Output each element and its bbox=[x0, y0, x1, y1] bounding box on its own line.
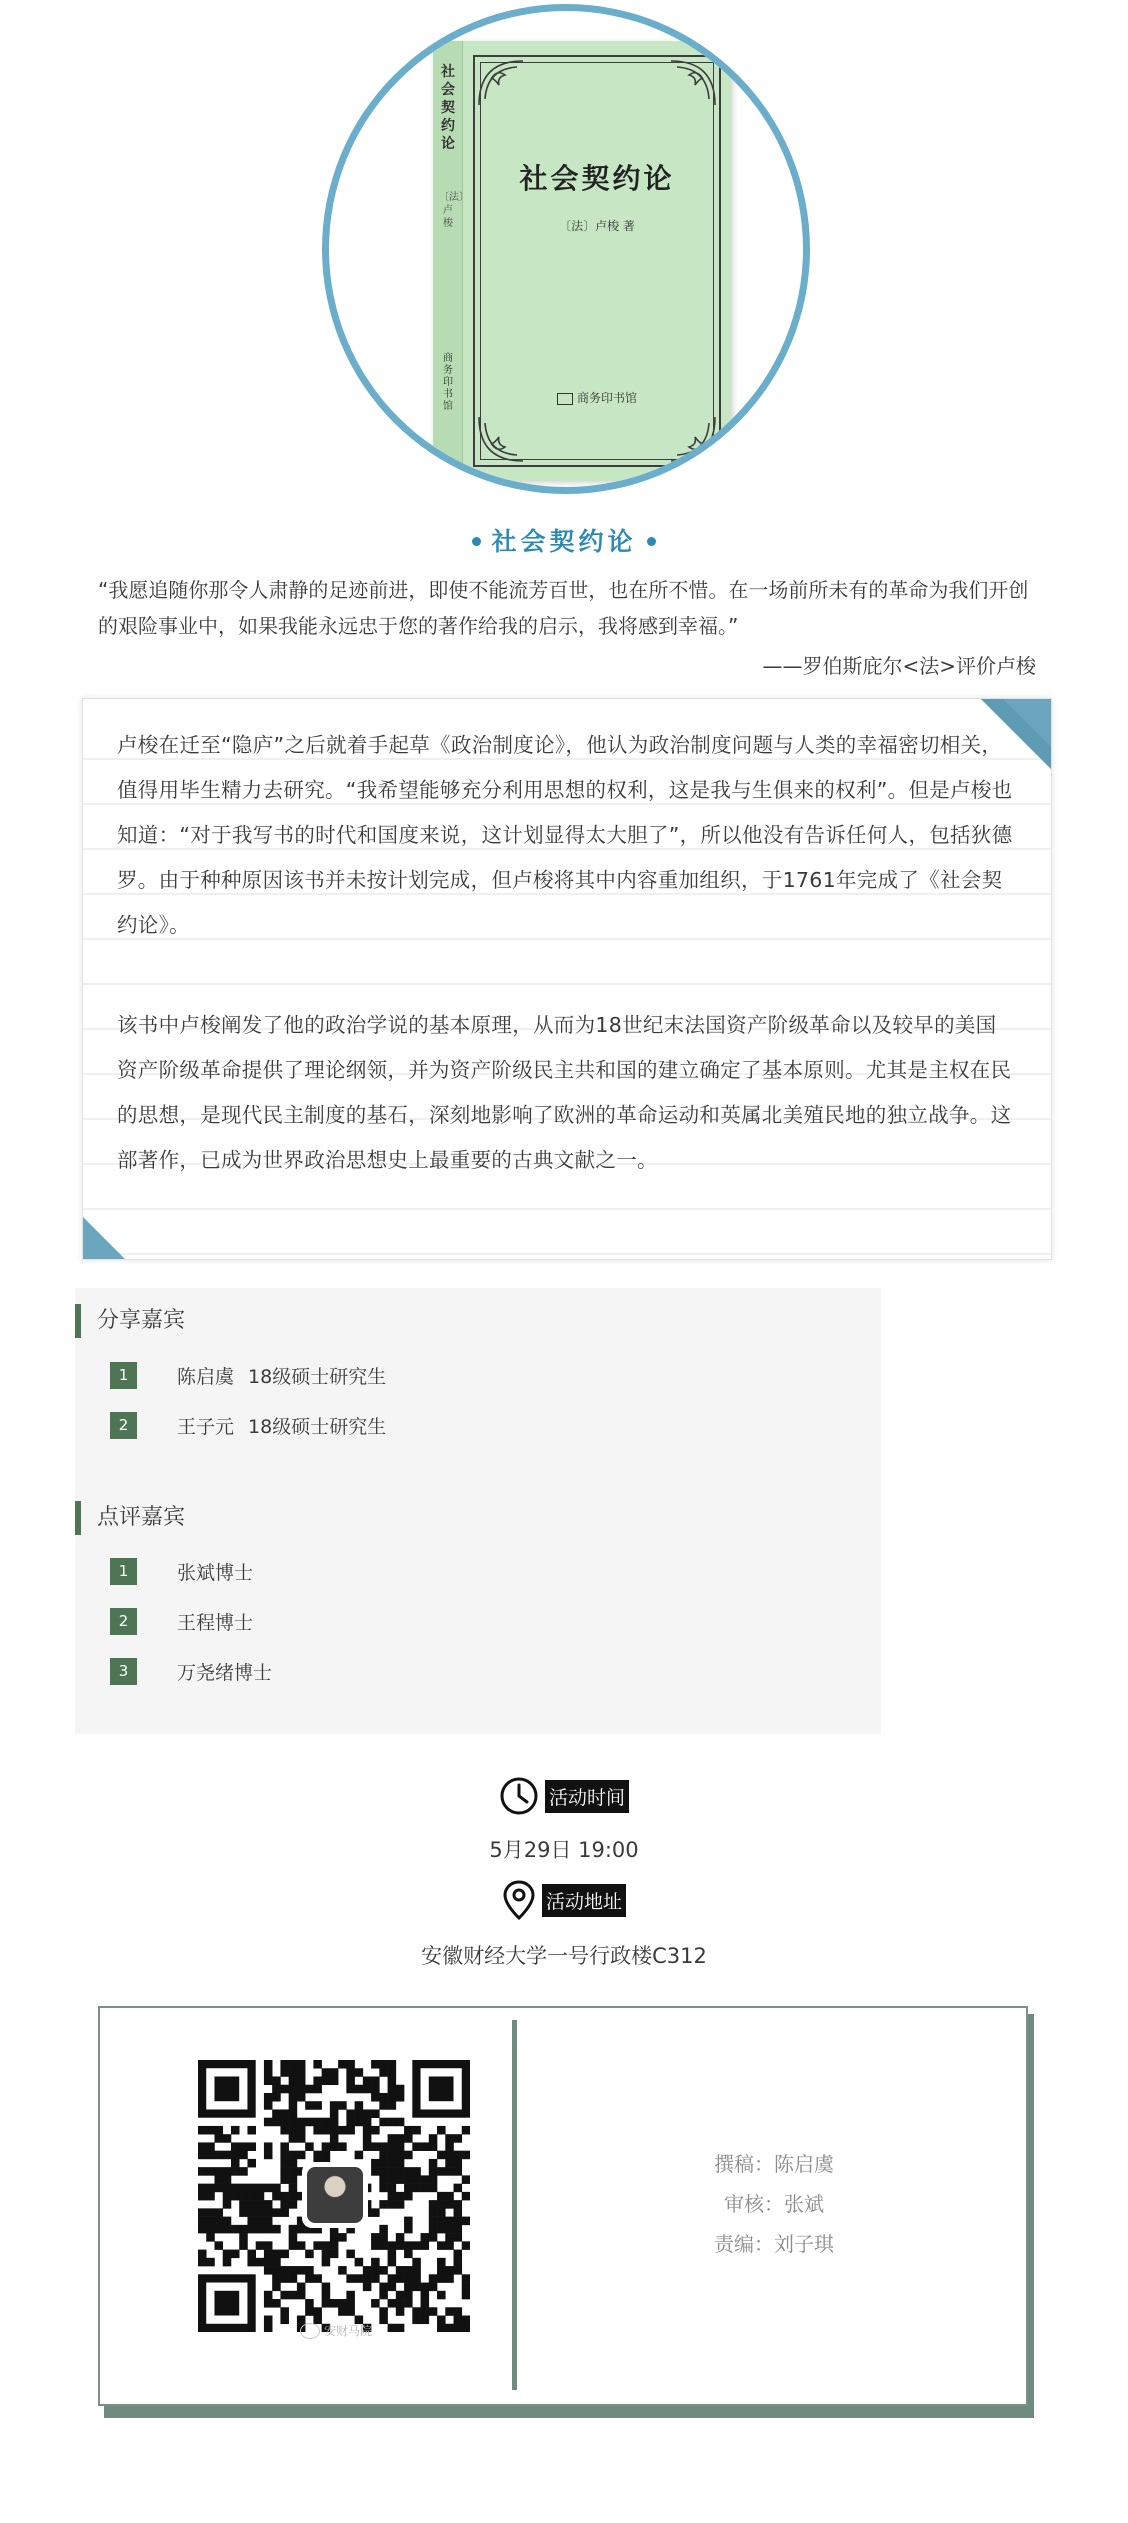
guest-name: 王程博士 bbox=[177, 1611, 254, 1634]
review-guests-heading: 点评嘉宾 bbox=[75, 1501, 185, 1535]
intro-card bbox=[82, 698, 1052, 1260]
share-guests-heading: 分享嘉宾 bbox=[75, 1304, 185, 1338]
guest-name: 王子元 bbox=[177, 1415, 235, 1438]
book-spine bbox=[433, 41, 469, 481]
qr-center-avatar bbox=[302, 2162, 368, 2228]
book-cover-image bbox=[322, 4, 810, 494]
section-heading-text: 社会契约论 bbox=[491, 527, 637, 556]
spine-author: 〔法〕卢梭 bbox=[439, 192, 469, 229]
book bbox=[433, 41, 731, 481]
guest-title: 18级硕士研究生 bbox=[248, 1365, 387, 1388]
cover-circle-frame bbox=[322, 4, 810, 494]
guests-panel bbox=[75, 1288, 881, 1734]
corner-ornament-icon bbox=[477, 415, 525, 463]
spine-title: 社会契约论 bbox=[441, 64, 455, 152]
activity-location-value: 安徽财经大学一号行政楼C312 bbox=[421, 1944, 707, 1968]
spine-publisher: 商务印书馆 bbox=[443, 353, 453, 412]
guest-name: 万尧绪博士 bbox=[177, 1661, 273, 1684]
credit-editor: 责编：刘子琪 bbox=[714, 2232, 834, 2256]
portrait-image bbox=[307, 2167, 363, 2223]
section-heading bbox=[0, 522, 1128, 558]
watermark-text: 安财马院 bbox=[324, 2324, 373, 2338]
guest-title: 18级硕士研究生 bbox=[248, 1415, 387, 1438]
list-item bbox=[110, 1606, 253, 1636]
list-item bbox=[110, 1656, 272, 1686]
publisher-logo-icon bbox=[557, 393, 573, 405]
credit-writer: 撰稿：陈启虞 bbox=[714, 2152, 834, 2176]
book-publisher bbox=[475, 389, 719, 406]
card-corner-fold bbox=[83, 1217, 125, 1259]
qr-finder-pattern bbox=[429, 2076, 454, 2101]
activity-time-value: 5月29日 19:00 bbox=[489, 1838, 639, 1862]
credits-block bbox=[518, 2144, 1030, 2264]
intro-paragraph-1: 卢梭在迁至“隐庐”之后就着手起草《政治制度论》，他认为政治制度问题与人类的幸福密切相关，值得用毕生精力去研究。“我希望能够充分利用思想的权利，这是我与生俱来的权利”。但是卢梭也知道：“对于我写书的时代和国度来说，这计划显得太大胆了”，所以他没有告诉任何人，包括狄德罗。由于种种原因该书并未按计划完成，但卢梭将其中内容重加组织，于1761年完成了《社会契约论》。 bbox=[117, 733, 1013, 937]
activity-location-label: 活动地址 bbox=[542, 1884, 626, 1917]
guest-name: 张斌博士 bbox=[177, 1561, 254, 1584]
guest-number-badge: 3 bbox=[110, 1658, 137, 1685]
credit-reviewer: 审核：张斌 bbox=[724, 2192, 824, 2216]
intro-paragraph-2: 该书中卢梭阐发了他的政治学说的基本原理，从而为18世纪末法国资产阶级革命以及较早的美国资产阶级革命提供了理论纲领，并为资产阶级民主共和国的建立确定了基本原则。尤其是主权在民的思想，是现代民主制度的基石，深刻地影响了欧洲的革命运动和英属北美殖民地的独立战争。这部著作，已成为世界政治思想史上最重要的古典文献之一。 bbox=[117, 1013, 1012, 1172]
publisher-name: 商务印书馆 bbox=[576, 391, 637, 405]
list-item bbox=[110, 1556, 253, 1586]
activity-time-label: 活动时间 bbox=[545, 1780, 629, 1813]
book-face bbox=[473, 55, 721, 467]
heading-dot-left bbox=[472, 537, 481, 546]
location-pin-icon bbox=[502, 1880, 536, 1920]
footer-divider bbox=[512, 2020, 517, 2390]
qr-finder-pattern bbox=[214, 2076, 239, 2101]
activity-time-label-row bbox=[0, 1776, 1128, 1816]
quote-text: “我愿追随你那令人肃静的足迹前进，即使不能流芳百世，也在所不惜。在一场前所未有的革命为我们开创的艰险事业中，如果我能永远忠于您的著作给我的启示，我将感到幸福。” bbox=[98, 578, 1029, 638]
qr-code bbox=[198, 2060, 470, 2332]
corner-ornament-icon bbox=[669, 59, 717, 107]
wechat-icon bbox=[300, 2323, 320, 2339]
qr-finder-pattern bbox=[214, 2291, 239, 2316]
list-item bbox=[110, 1360, 386, 1390]
book-title: 社会契约论 bbox=[519, 162, 675, 195]
book-author: 〔法〕卢梭 著 bbox=[559, 219, 635, 233]
guest-number-badge: 1 bbox=[110, 1558, 137, 1585]
guest-name: 陈启虞 bbox=[177, 1365, 235, 1388]
guest-number-badge: 2 bbox=[110, 1412, 137, 1439]
corner-ornament-icon bbox=[669, 415, 717, 463]
corner-ornament-icon bbox=[477, 59, 525, 107]
activity-location-label-row bbox=[0, 1880, 1128, 1920]
guest-number-badge: 2 bbox=[110, 1608, 137, 1635]
footer-card bbox=[98, 2006, 1028, 2406]
list-item bbox=[110, 1410, 386, 1440]
heading-dot-right bbox=[647, 537, 656, 546]
quote-attribution: ——罗伯斯庇尔<法>评价卢梭 bbox=[762, 654, 1036, 678]
clock-icon bbox=[499, 1776, 539, 1816]
qr-watermark bbox=[300, 2322, 372, 2339]
guest-number-badge: 1 bbox=[110, 1362, 137, 1389]
